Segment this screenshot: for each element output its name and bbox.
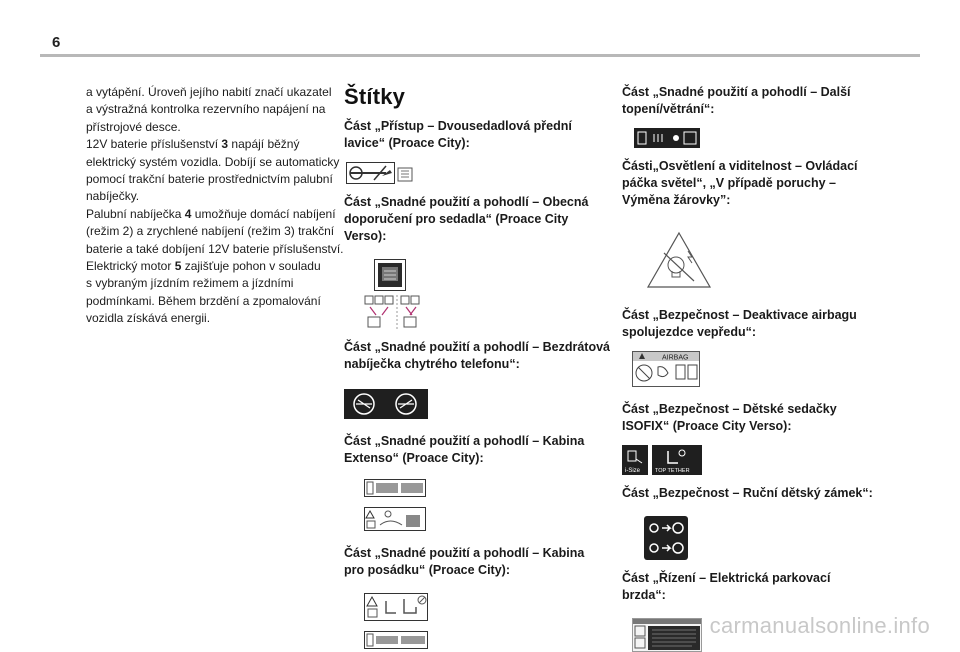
text-line: (režim 2) a zrychlené nabíjení (režim 3) trakční [86, 224, 335, 239]
section-heading: Část „Snadné použití a pohodlí – Kabina pro posádku“ (Proace City): [344, 546, 585, 577]
section-heading: Část „Bezpečnost – Deaktivace airbagu spolujezdce vepředu“: [622, 308, 857, 339]
watermark: carmanualsonline.info [709, 613, 930, 638]
text-line: a výstražná kontrolka rezervního napájení na [86, 102, 326, 117]
child-lock-label [644, 516, 892, 560]
header-rule [40, 54, 920, 57]
child-lock-icon [644, 516, 688, 560]
section-heading: Část „Snadné použití a pohodlí – Kabina Extenso“ (Proace City): [344, 434, 585, 465]
airbag-text: AIRBAG [662, 354, 689, 362]
callout-number: 3 [221, 137, 229, 152]
crew-cab-warning-icon [364, 593, 428, 621]
section-heading: Část „Snadné použití a pohodlí – Další topení/větrání“: [622, 85, 851, 116]
left-column [86, 84, 346, 328]
section-heading: Část „Snadné použití a pohodlí – Bezdrátová nabíječka chytrého telefonu“: [344, 340, 611, 371]
section-heading: Části„Osvětlení a viditelnost – Ovládací páčka světel“, „V případě poruchy – Výměna žárovky”: [622, 159, 858, 207]
text-fragment: 12V baterie příslušenství [86, 137, 222, 152]
section-heading: Část „Bezpečnost – Ruční dětský zámek“: [622, 486, 873, 500]
text-line: baterie a také dobíjení 12V baterie příslušenství. [86, 241, 344, 256]
section-heading: Část „Snadné použití a pohodlí – Obecná doporučení pro sedadla“ (Proace City Verso): [344, 195, 589, 243]
seat-warning-icon [374, 259, 406, 291]
seat-arrangement-label [364, 295, 614, 329]
section-heading: Část „Přístup – Dvousedadlová přední lavice“ (Proace City): [344, 119, 572, 150]
text-fragment: Palubní nabíječka [86, 206, 185, 221]
text-fragment: zajišťuje pohon v souladu [181, 259, 321, 274]
text-line: přístrojové desce. [86, 119, 181, 134]
section-heading: Část „Řízení – Elektrická parkovací brzda“: [622, 571, 831, 602]
charger-paragraph [86, 206, 346, 258]
bench-seat-icon [346, 162, 436, 184]
text-line: vozidla získává energii. [86, 311, 211, 326]
text-line: a vytápění. Úroveň jejího nabití značí ukazatel [86, 85, 332, 99]
callout-number: 5 [174, 259, 182, 274]
extenso-label-1 [364, 479, 614, 497]
isize-text: i-Size [625, 468, 641, 474]
crew-cab-label-1 [364, 593, 614, 621]
seat-arrangement-icon [364, 295, 430, 329]
text-line: pomocí trakční baterie prostřednictvím palubní [86, 172, 333, 187]
right-column [622, 84, 892, 652]
wireless-charger-icon [344, 389, 428, 419]
text-line: s vybraným jízdním režimem a jízdními [86, 276, 294, 291]
bulb-label [646, 231, 892, 289]
motor-paragraph [86, 258, 346, 328]
crew-cab-label-2 [364, 631, 614, 649]
extenso-seat-icon [364, 479, 426, 497]
top-tether-text: TOP TETHER [655, 468, 690, 474]
wireless-charger-label [344, 389, 614, 419]
text-line: elektrický systém vozidla. Dobíjí se automaticky [86, 154, 340, 169]
intro-paragraph [86, 84, 346, 136]
heating-ventilation-icon [634, 128, 700, 148]
seat-recommendation-label [374, 259, 614, 291]
text-line: nabíječky. [86, 189, 140, 204]
callout-number: 4 [184, 206, 192, 221]
page-number: 6 [52, 34, 61, 51]
airbag-warning-icon [632, 351, 700, 387]
text-line: podmínkami. Během brzdění a zpomalování [86, 293, 321, 308]
text-fragment: napájí běžný [228, 137, 300, 152]
page-title: Štítky [344, 84, 406, 109]
extenso-label-2 [364, 507, 614, 531]
bulb-hazard-icon [646, 231, 712, 289]
extenso-warning-icon [364, 507, 426, 531]
section-heading: Část „Bezpečnost – Dětské sedačky ISOFIX“ (Proace City Verso): [622, 402, 837, 433]
text-fragment: Elektrický motor [86, 259, 175, 274]
middle-column [344, 84, 614, 649]
heating-label [634, 128, 892, 148]
aux-battery-paragraph [86, 136, 346, 206]
crew-cab-seat-icon [364, 631, 428, 649]
parking-brake-icon [632, 618, 702, 652]
airbag-label [632, 351, 892, 387]
bench-seat-label [346, 162, 614, 184]
text-fragment: umožňuje domácí nabíjení [191, 206, 336, 221]
isofix-label [622, 445, 892, 475]
isofix-icon [622, 445, 702, 475]
